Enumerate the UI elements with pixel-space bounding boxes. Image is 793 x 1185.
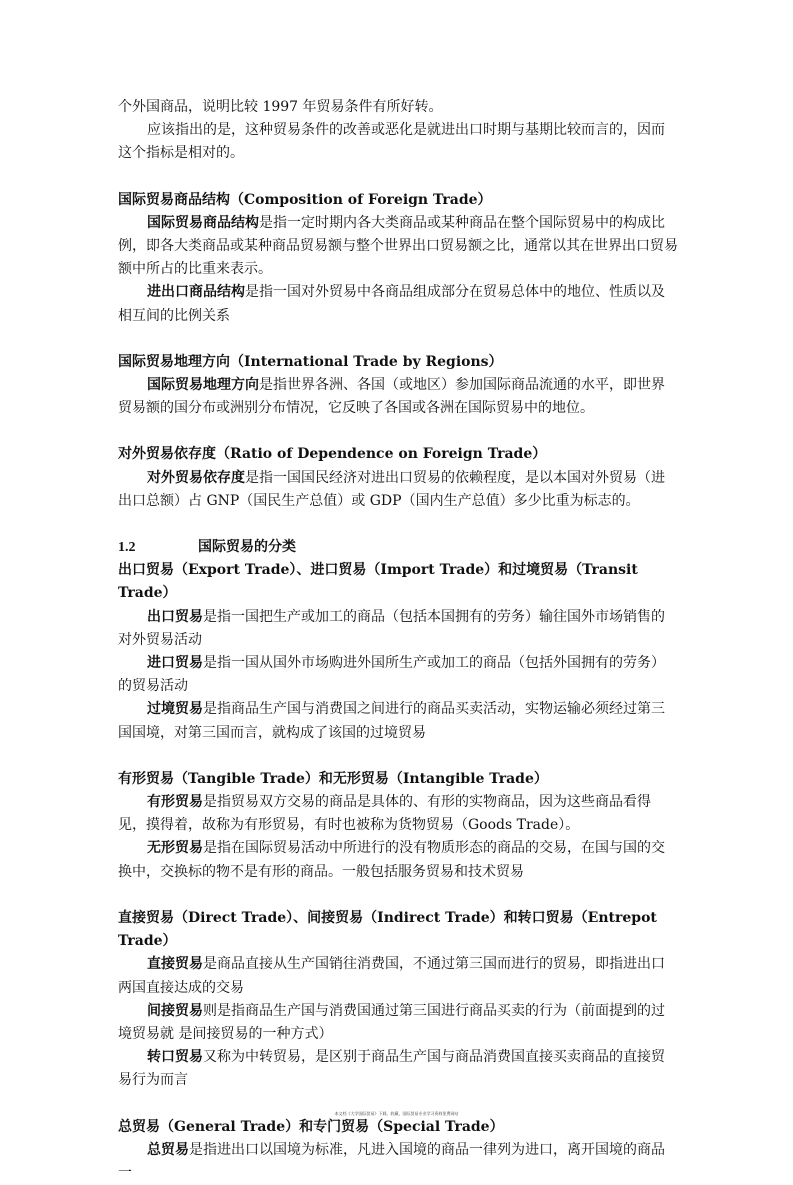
geography-heading: 国际贸易地理方向（International Trade by Regions） [118,353,503,370]
definition: 是指一国国民经济对进出口贸易的依赖程度，是以本国对外贸易（进出口总额）占 GNP（国民生产总值）或 GDP（国内生产总值）多少比重为标志的。 [118,469,665,509]
term: 直接贸易 [147,956,203,973]
term: 有形贸易 [147,794,203,811]
composition-paragraph-1 [118,212,678,282]
dependence-paragraph-1 [118,467,678,513]
import-paragraph [118,652,678,698]
definition: 是指一国对外贸易中各商品组成部分在贸易总体中的地位、性质以及相互间的比例关系 [118,284,665,324]
definition: 是指在国际贸易活动中所进行的没有物质形态的商品的交易，在国与国的交换中，交换标的物不是有形的商品。一般包括服务贸易和技术贸易 [118,840,665,880]
section-number: 1.2 [118,540,136,556]
term: 转口贸易 [147,1049,203,1066]
document-body [118,96,678,1185]
term: 进出口商品结构 [147,284,245,301]
intro-line: 个外国商品，说明比较 1997 年贸易条件有所好转。 [118,99,443,115]
term: 出口贸易 [147,608,203,625]
definition: 是指一国从国外市场购进外国所生产或加工的商品（包括外国拥有的劳务）的贸易活动 [118,655,665,695]
definition: 是指一国把生产或加工的商品（包括本国拥有的劳务）输往国外市场销售的对外贸易活动 [118,608,665,648]
direct-heading: 直接贸易（Direct Trade）、间接贸易（Indirect Trade）和转口贸易（Entrepot Trade） [118,909,657,950]
term: 间接贸易 [147,1002,203,1019]
term: 过境贸易 [147,701,203,718]
definition: 是指世界各洲、各国（或地区）参加国际商品流通的水平，即世界贸易额的国分布或洲别分布情况，它反映了各国或各洲在国际贸易中的地位。 [118,377,665,417]
export-import-heading: 出口贸易（Export Trade）、进口贸易（Import Trade）和过境贸易（Transit Trade） [118,562,638,602]
definition: 是指商品生产国与消费国之间进行的商品买卖活动，实物运输必须经过第三国国境，对第三国而言，就构成了该国的过境贸易 [118,701,665,741]
geography-paragraph-1 [118,374,678,420]
definition: 又称为中转贸易，是区别于商品生产国与商品消费国直接买卖商品的直接贸易行为而言 [118,1049,665,1089]
section-heading [118,536,678,559]
composition-paragraph-2 [118,281,678,327]
indirect-paragraph [118,1000,678,1046]
entrepot-paragraph [118,1046,678,1092]
definition: 是商品直接从生产国销往消费国，不通过第三国而进行的贸易，即指进出口两国直接达成的交易 [118,956,665,996]
term: 对外贸易依存度 [147,469,245,486]
tangible-heading: 有形贸易（Tangible Trade）和无形贸易（Intangible Trade） [118,770,548,787]
definition: 则是指商品生产国与消费国通过第三国进行商品买卖的行为（前面提到的过境贸易就 是间接贸易的一种方式） [118,1002,665,1042]
definition: 是指贸易双方交易的商品是具体的、有形的实物商品，因为这些商品看得见，摸得着，故称为有形贸易，有时也被称为货物贸易（Goods Trade）。 [118,794,651,834]
tangible-paragraph [118,791,678,837]
composition-heading: 国际贸易商品结构（Composition of Foreign Trade） [118,191,492,208]
general-heading: 总贸易（General Trade）和专门贸易（Special Trade） [118,1118,504,1135]
definition: 是指进出口以国境为标准，凡进入国境的商品一律列为进口，离开国境的商品一 [118,1141,665,1181]
transit-paragraph [118,698,678,744]
intro-paragraph: 应该指出的是，这种贸易条件的改善或恶化是就进出口时期与基期比较而言的，因而这个指标是相对的。 [118,122,665,162]
term: 进口贸易 [147,655,203,672]
direct-paragraph [118,953,678,999]
section-title: 国际贸易的分类 [198,539,296,556]
term: 国际贸易地理方向 [147,377,259,394]
export-paragraph [118,606,678,652]
term: 国际贸易商品结构 [147,214,259,231]
general-paragraph [118,1139,678,1185]
dependence-heading: 对外贸易依存度（Ratio of Dependence on Foreign Trade） [118,446,547,463]
term: 无形贸易 [147,840,203,857]
intangible-paragraph [118,837,678,883]
page-footer: 本文档《大学国际贸易》下载、收藏，国际贸易专业学习资料免费网站 [334,1111,459,1116]
term: 总贸易 [147,1141,189,1158]
definition: 是指一定时期内各大类商品或某种商品在整个国际贸易中的构成比例，即各大类商品或某种商品贸易额与整个世界出口贸易额之比，通常以其在世界出口贸易额中所占的比重来表示。 [118,214,678,278]
